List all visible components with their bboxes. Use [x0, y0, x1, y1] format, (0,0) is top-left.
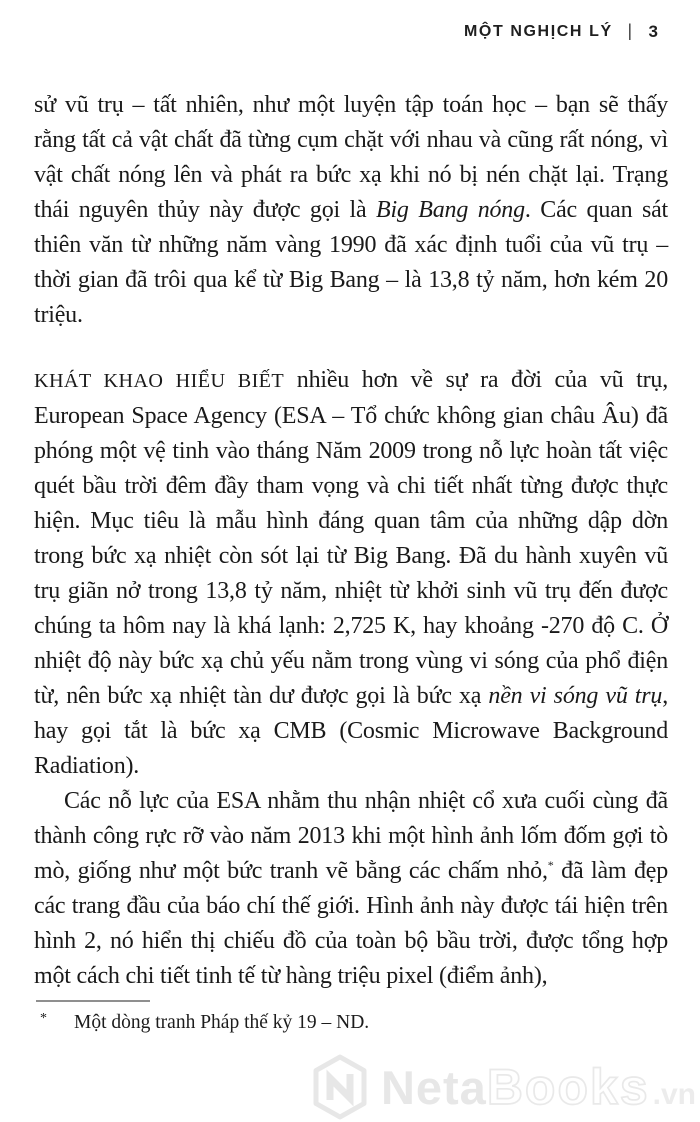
footnote-rule: [36, 1000, 150, 1002]
body-paragraph: sử vũ trụ – tất nhiên, như một luyện tập toán học – bạn sẽ thấy rằng tất cả vật chất đã từng cụm chặt với nhau và cũng rất nóng, vì vật chất nóng lên và phát ra bức xạ khi nó bị nén chặt lại. Trạng thái nguyên thủy này được gọi là Big Bang nóng. Các quan sát thiên văn từ những năm vàng 1990 đã xác định tuổi của vũ trụ – thời gian đã trôi qua kể từ Big Bang – là 13,8 tỷ năm, hơn kém 20 triệu.: [34, 92, 669, 328]
footnote: [36, 1000, 636, 1036]
watermark-brand-books: Books: [486, 1059, 650, 1115]
watermark: [311, 1054, 696, 1120]
footnote-text: Một dòng tranh Pháp thế kỷ 19 – ND.: [74, 1012, 370, 1033]
running-title: MỘT NGHỊCH LÝ: [463, 23, 613, 40]
footnote-marker: *: [40, 1011, 47, 1026]
watermark-tld: .vn: [652, 1078, 696, 1111]
watermark-text: [381, 1058, 696, 1116]
body-text: [34, 88, 668, 994]
watermark-brand-neta: Neta: [380, 1061, 487, 1114]
page-header: [464, 22, 658, 42]
header-separator: |: [627, 22, 634, 41]
body-paragraph: KHÁT KHAO HIỂU BIẾT nhiều hơn về sự ra đời của vũ trụ, European Space Agency (ESA – Tổ chức không gian châu Âu) đã phóng một vệ tinh vào tháng Năm 2009 trong nỗ lực hoàn tất việc quét bầu trời đêm đầy tham vọng và chi tiết nhất từng được thực hiện. Mục tiêu là mẫu hình đáng quan tâm của những dập dờn trong bức xạ nhiệt còn sót lại từ Big Bang. Đã du hành xuyên vũ trụ giãn nở trong 13,8 tỷ năm, nhiệt từ khởi sinh vũ trụ đến được chúng ta hôm nay là khá lạnh: 2,725 K, hay khoảng -270 độ C. Ở nhiệt độ này bức xạ chủ yếu nằm trong vùng vi sóng của phổ điện từ, nên bức xạ nhiệt tàn dư được gọi là bức xạ nền vi sóng vũ trụ, hay gọi tắt là bức xạ CMB (Cosmic Microwave Background Radiation).: [34, 367, 668, 779]
hexagon-n-icon: [311, 1054, 369, 1120]
body-paragraph: Các nỗ lực của ESA nhằm thu nhận nhiệt cổ xưa cuối cùng đã thành công rực rỡ vào năm 2013 khi một hình ảnh lốm đốm gợi tò mò, giống như một bức tranh vẽ bằng các chấm nhỏ,* đã làm đẹp các trang đầu của báo chí thế giới. Hình ảnh này được tái hiện trên hình 2, nó hiển thị chiếu đồ của toàn bộ bầu trời, được tổng hợp một cách chi tiết tinh tế từ hàng triệu pixel (điểm ảnh),: [34, 788, 668, 989]
page-number: 3: [648, 22, 658, 41]
